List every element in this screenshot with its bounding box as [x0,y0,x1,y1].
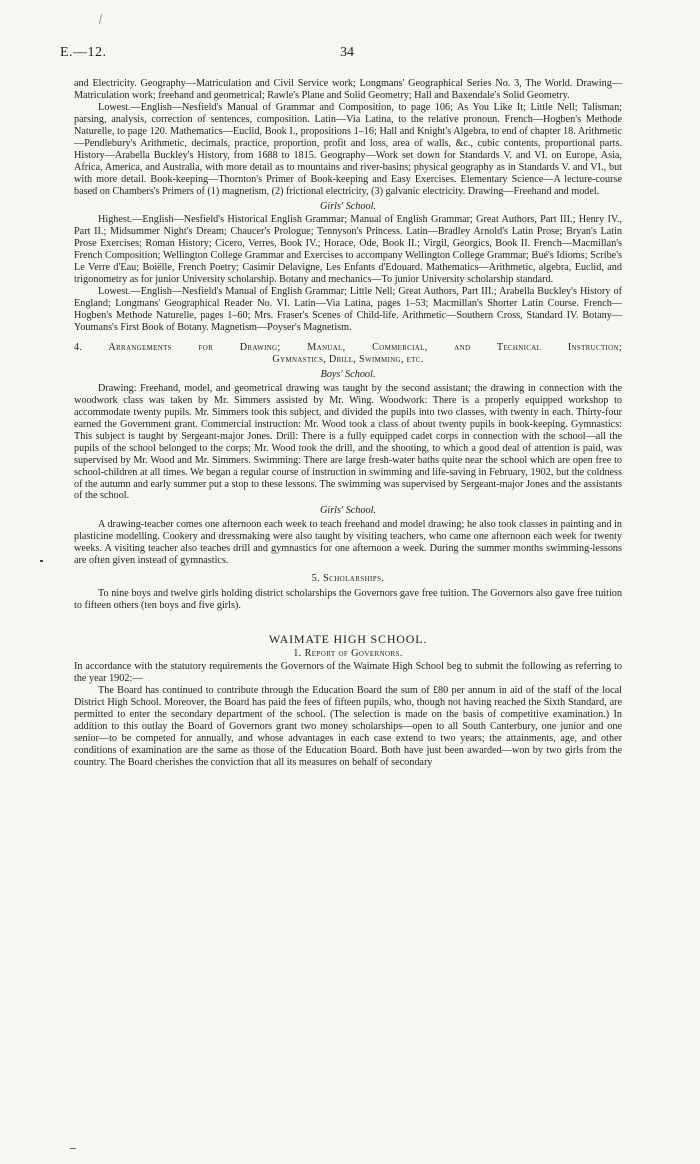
section-4-heading-line2: Gymnastics, Drill, Swimming, etc. [272,353,424,365]
section-5-paragraph: To nine boys and twelve girls holding district scholarships the Governors gave free tuition. The Governors also gave free tuition to fifteen others (ten boys and five girls). [74,588,622,612]
girls-lowest-paragraph: Lowest.—English—Nesfield's Manual of English Grammar; Little Nell; Great Authors, Part III.; Arabella Buckley's History of England; Longmans' Geographical Reader No. VI. Latin—Via Latina, pages 1–53; Macmillan's Shorter Latin Course. French—Hogben's Methode Naturelle, pages 1–60; Mrs. Fraser's Scenes of Child-life. Arithmetic—Southern Cross, Standard IV. Botany—Youmans's First Book of Botany. Magnetism—Poyser's Magnetism. [74,286,622,334]
page-body [74,78,622,769]
section-4-girls-paragraph: A drawing-teacher comes one afternoon each week to teach freehand and model drawing; he also took classes in painting and in plasticine modelling. Cookery and dressmaking were also taught by visiting teachers, who came one afternoon each week for twenty weeks. A visiting teacher also teaches drill and gymnastics for one afternoon a week. During the summer months swimming-lessons are often given instead of gymnastics. [74,519,622,567]
section-4-boys-paragraph: Drawing: Freehand, model, and geometrical drawing was taught by the second assistant; the drawing in connection with the woodwork class was taken by Mr. Simmers assisted by Mr. Wing. Woodwork: There is a properly equipped workshop to accommodate twenty pupils. Mr. Simmers took this subject, and divided the pupils into two classes, with twenty in each. Thirty-four earned the Government grant. Commercial instruction: Mr. Wood took a class of about twenty pupils in book-keeping. Gymnastics: This subject is taught by Sergeant-major Jones. Drill: There is a fully equipped cadet corps in connection with the school—all the pupils of the school belonged to the corps; Mr. Wood took the drill, and the shooting, to which a good deal of attention is paid, was supervised by Mr. Wood and Mr. Simmers. Swimming: There are large fresh-water baths quite near the school which are open free to school-children at all times. We began a regular course of instruction in swimming and life-saving in February, 1902, but the coldness of the autumn and early summer put a stop to these lessons. The swimming was supervised by Sergeant-major Jones and the assistants of the school. [74,382,622,502]
section-5-heading: 5. Scholarships. [311,573,385,585]
section-4-heading [74,342,622,366]
scan-mark [40,560,43,562]
boys-lowest-continued: and Electricity. Geography—Matriculation and Civil Service work; Longmans' Geographical Series No. 3, The World. Drawing—Matriculation work; freehand and geometrical; Rawle's Plane and Solid Geometry; Hall and Baxendale's Solid Geometry. [74,78,622,101]
girls-school-heading: Girls' School. [320,200,376,212]
waimate-paragraph-1: In accordance with the statutory requirements the Governors of the Waimate High School beg to submit the following as referring to the year 1902:— [74,660,622,684]
boys-lowest-paragraph: Lowest.—English—Nesfield's Manual of Grammar and Composition, to page 106; As You Like It; Little Nell; Talisman; parsing, analysis, correction of sentences, composition. Latin—Via Latina, to the relative pronoun. French—Hogben's Methode Naturelle, to page 120. Mathematics—Euclid, Book I., propositions 1–16; Hall and Knight's Algebra, to end of chapter 18. Arithmetic—Pendlebury's Arithmetic, decimals, practice, proportion, profit and loss, area of walls, &c., cubic contents, proportional parts. History—Arabella Buckley's History, from 1688 to 1815. Geography—Work set down for Standards V. and VI. on Europe, Asia, Africa, America, and Australia, with more detail as to mountains and river-basins; physical geography as in Standards V. and VI., but with more detail. Book-keeping—Thornton's Primer of Book-keeping and Easy Exercises. Elementary Science—A lecture-course based on Chambers's Primers of (1) magnetism, (2) frictional electricity, (3) galvanic electricity. Drawing—Freehand and model. [74,101,622,197]
waimate-paragraph-2: The Board has continued to contribute through the Education Board the sum of £80 per annum in aid of the staff of the local District High School. Moreover, the Board has paid the fees of fifteen pupils, who, though not having reached the Sixth Standard, are permitted to enter the secondary department of the school. (The selection is made on the basis of competitive examination.) In addition to this outlay the Board of Governors grant two money scholarships—open to all South Canterbury, one junior and one senior—to be competed for annually, and whose advantages in each case extend to two years; the attainments, age, and other conditions of examination are the same as those of the Education Board. Both have just been awarded—won by two girls from the country. The Board cherishes the conviction that all its measures on behalf of secondary [74,684,622,768]
girls-highest-paragraph: Highest.—English—Nesfield's Historical English Grammar; Manual of English Grammar; Great Authors, Part III.; Henry IV., Part II.; Midsummer Night's Dream; Chaucer's Prologue; Tennyson's Princess. Latin—Bradley Arnold's Latin Prose; Bryan's Latin Prose Exercises; Roman History; Cicero, Verres, Book IV.; Horace, Ode, Book II.; Virgil, Georgics, Book II. French—Macmillan's French Composition; Wellington College Grammar and Exercises to accompany Wellington College Grammar; Bué's Idioms; Scribe's Le Verre d'Eau; Boiëlle, French Poetry; Casimir Delavigne, Les Enfants d'Edouard. Mathematics—Arithmetic, algebra, Euclid, and trigonometry as for junior University scholarship. Botany and mechanics—To junior University scholarship standard. [74,214,622,286]
scan-mark [70,1148,76,1149]
scan-mark [99,14,102,24]
section-4-heading-line1: 4. Arrangements for Drawing; Manual, Commercial, and Technical Instruction; [74,342,622,354]
waimate-subheading: 1. Report of Governors. [293,647,403,659]
girls-school-heading-2: Girls' School. [320,505,376,517]
report-reference: E.—12. [60,45,107,60]
page-number: 34 [340,45,354,60]
boys-school-heading: Boys' School. [320,368,376,380]
waimate-title: WAIMATE HIGH SCHOOL. [268,632,428,647]
